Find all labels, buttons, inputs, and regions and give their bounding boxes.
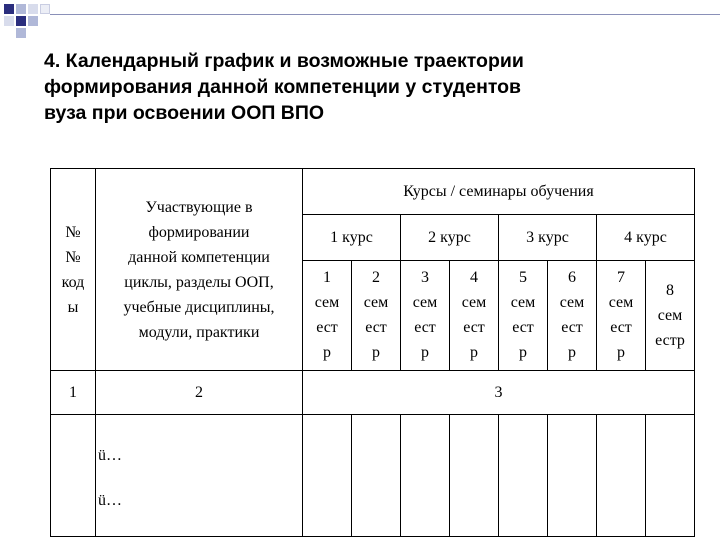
semester-cell bbox=[499, 415, 548, 537]
parts-header: Участвующие в формировании данной компетенции циклы, разделы ООП, учебные дисциплины, модули, практики bbox=[96, 169, 303, 371]
decor-square bbox=[40, 4, 50, 14]
list-item: ü… bbox=[98, 447, 122, 464]
semester-header: 6 сем ест р bbox=[548, 261, 597, 371]
page-title: 4. Календарный график и возможные траектории формирования данной компетенции у студентов вуза при освоении ООП ВПО bbox=[44, 50, 524, 124]
semester-header: 7 сем ест р bbox=[597, 261, 646, 371]
course-4-header: 4 курс bbox=[597, 215, 695, 261]
course-3-header: 3 курс bbox=[499, 215, 597, 261]
semester-cell bbox=[401, 415, 450, 537]
decor-square bbox=[16, 28, 26, 38]
index-cell: 3 bbox=[303, 371, 695, 415]
decor-square bbox=[4, 16, 14, 26]
semester-cell bbox=[352, 415, 401, 537]
courses-header: Курсы / семинары обучения bbox=[303, 169, 695, 215]
course-1-header: 1 курс bbox=[303, 215, 401, 261]
index-cell: 1 bbox=[51, 371, 96, 415]
semester-header: 2 сем ест р bbox=[352, 261, 401, 371]
semester-cell bbox=[548, 415, 597, 537]
semester-header: 5 сем ест р bbox=[499, 261, 548, 371]
semester-header: 4 сем ест р bbox=[450, 261, 499, 371]
empty-cell bbox=[51, 415, 96, 537]
discipline-list-cell bbox=[96, 415, 303, 537]
number-header: № № код ы bbox=[51, 169, 96, 371]
schedule-table bbox=[50, 168, 695, 537]
decor-square bbox=[16, 16, 26, 26]
decor-square bbox=[28, 16, 38, 26]
decor-square bbox=[16, 4, 26, 14]
list-item: ü… bbox=[98, 492, 122, 509]
decor-square bbox=[4, 4, 14, 14]
semester-cell bbox=[450, 415, 499, 537]
semester-header: 1 сем ест р bbox=[303, 261, 352, 371]
semester-cell bbox=[597, 415, 646, 537]
header-divider bbox=[50, 14, 720, 15]
semester-header: 8 сем естр bbox=[646, 261, 695, 371]
semester-cell bbox=[303, 415, 352, 537]
decor-square bbox=[28, 4, 38, 14]
course-2-header: 2 курс bbox=[401, 215, 499, 261]
index-cell: 2 bbox=[96, 371, 303, 415]
semester-cell bbox=[646, 415, 695, 537]
semester-header: 3 сем ест р bbox=[401, 261, 450, 371]
